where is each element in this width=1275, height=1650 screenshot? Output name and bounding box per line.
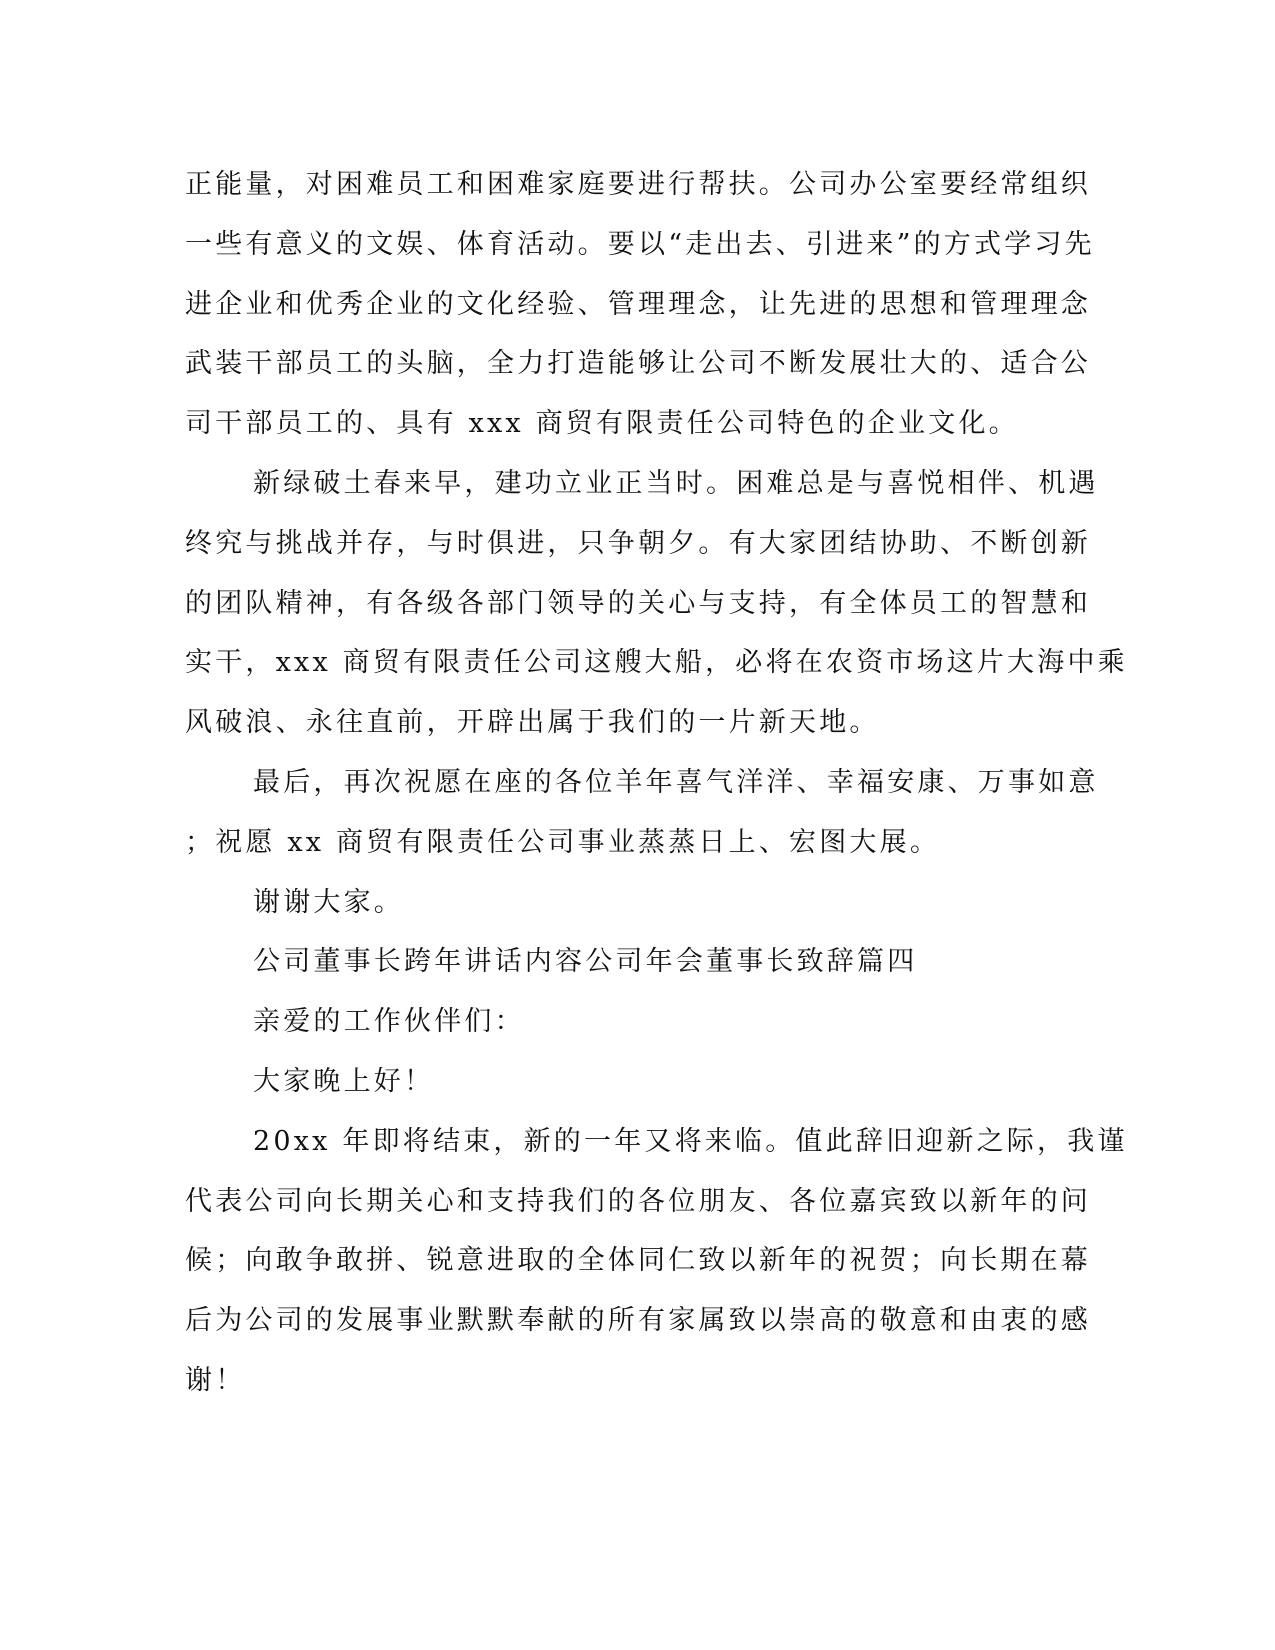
text-line: 代表公司向长期关心和支持我们的各位朋友、各位嘉宾致以新年的问 xyxy=(185,1185,1091,1217)
paragraph-future-outlook xyxy=(185,454,1128,753)
salutation-text: 亲爱的工作伙伴们： xyxy=(253,1006,525,1038)
paragraph-wishes xyxy=(185,753,1099,873)
text-line: 实干，xxx 商贸有限责任公司这艘大船，必将在农资市场这片大海中乘 xyxy=(185,647,1128,679)
section-title-text: 公司董事长跨年讲话内容公司年会董事长致辞篇四 xyxy=(253,946,918,978)
document-body xyxy=(185,155,1128,1411)
greeting-text: 大家晚上好！ xyxy=(253,1065,435,1097)
thanks-text: 谢谢大家。 xyxy=(253,886,404,918)
text-line: 谢！ xyxy=(185,1364,246,1396)
text-line: 的团队精神，有各级各部门领导的关心与支持，有全体员工的智慧和 xyxy=(185,587,1091,619)
text-line: 进企业和优秀企业的文化经验、管理理念，让先进的思想和管理理念 xyxy=(185,288,1091,320)
paragraph-new-year xyxy=(185,1112,1128,1411)
text-line: 后为公司的发展事业默默奉献的所有家属致以崇高的敬意和由衷的感 xyxy=(185,1305,1091,1337)
text-line: 一些有意义的文娱、体育活动。要以“走出去、引进来”的方式学习先 xyxy=(185,228,1095,260)
section-title xyxy=(185,932,1065,992)
greeting xyxy=(185,1052,1065,1112)
paragraph-thanks xyxy=(185,873,1065,933)
paragraph-continuation xyxy=(185,155,1095,454)
text-line: 候；向敢争敢拼、锐意进取的全体同仁致以新年的祝贺；向长期在幕 xyxy=(185,1245,1091,1277)
text-line: 终究与挑战并存，与时俱进，只争朝夕。有大家团结协助、不断创新 xyxy=(185,527,1091,559)
text-line: 风破浪、永往直前，开辟出属于我们的一片新天地。 xyxy=(185,707,880,739)
text-line: 正能量，对困难员工和困难家庭要进行帮扶。公司办公室要经常组织 xyxy=(185,169,1091,200)
text-line: ；祝愿 xx 商贸有限责任公司事业蒸蒸日上、宏图大展。 xyxy=(185,826,941,858)
text-line: 武装干部员工的头脑，全力打造能够让公司不断发展壮大的、适合公 xyxy=(185,348,1091,380)
text-line: 司干部员工的、具有 xxx 商贸有限责任公司特色的企业文化。 xyxy=(185,408,1019,440)
text-line: 20xx 年即将结束，新的一年又将来临。值此辞旧迎新之际，我谨 xyxy=(253,1125,1128,1157)
text-line: 新绿破土春来早，建功立业正当时。困难总是与喜悦相伴、机遇 xyxy=(253,467,1099,499)
text-line: 最后，再次祝愿在座的各位羊年喜气洋洋、幸福安康、万事如意 xyxy=(253,766,1099,798)
salutation xyxy=(185,992,1065,1052)
